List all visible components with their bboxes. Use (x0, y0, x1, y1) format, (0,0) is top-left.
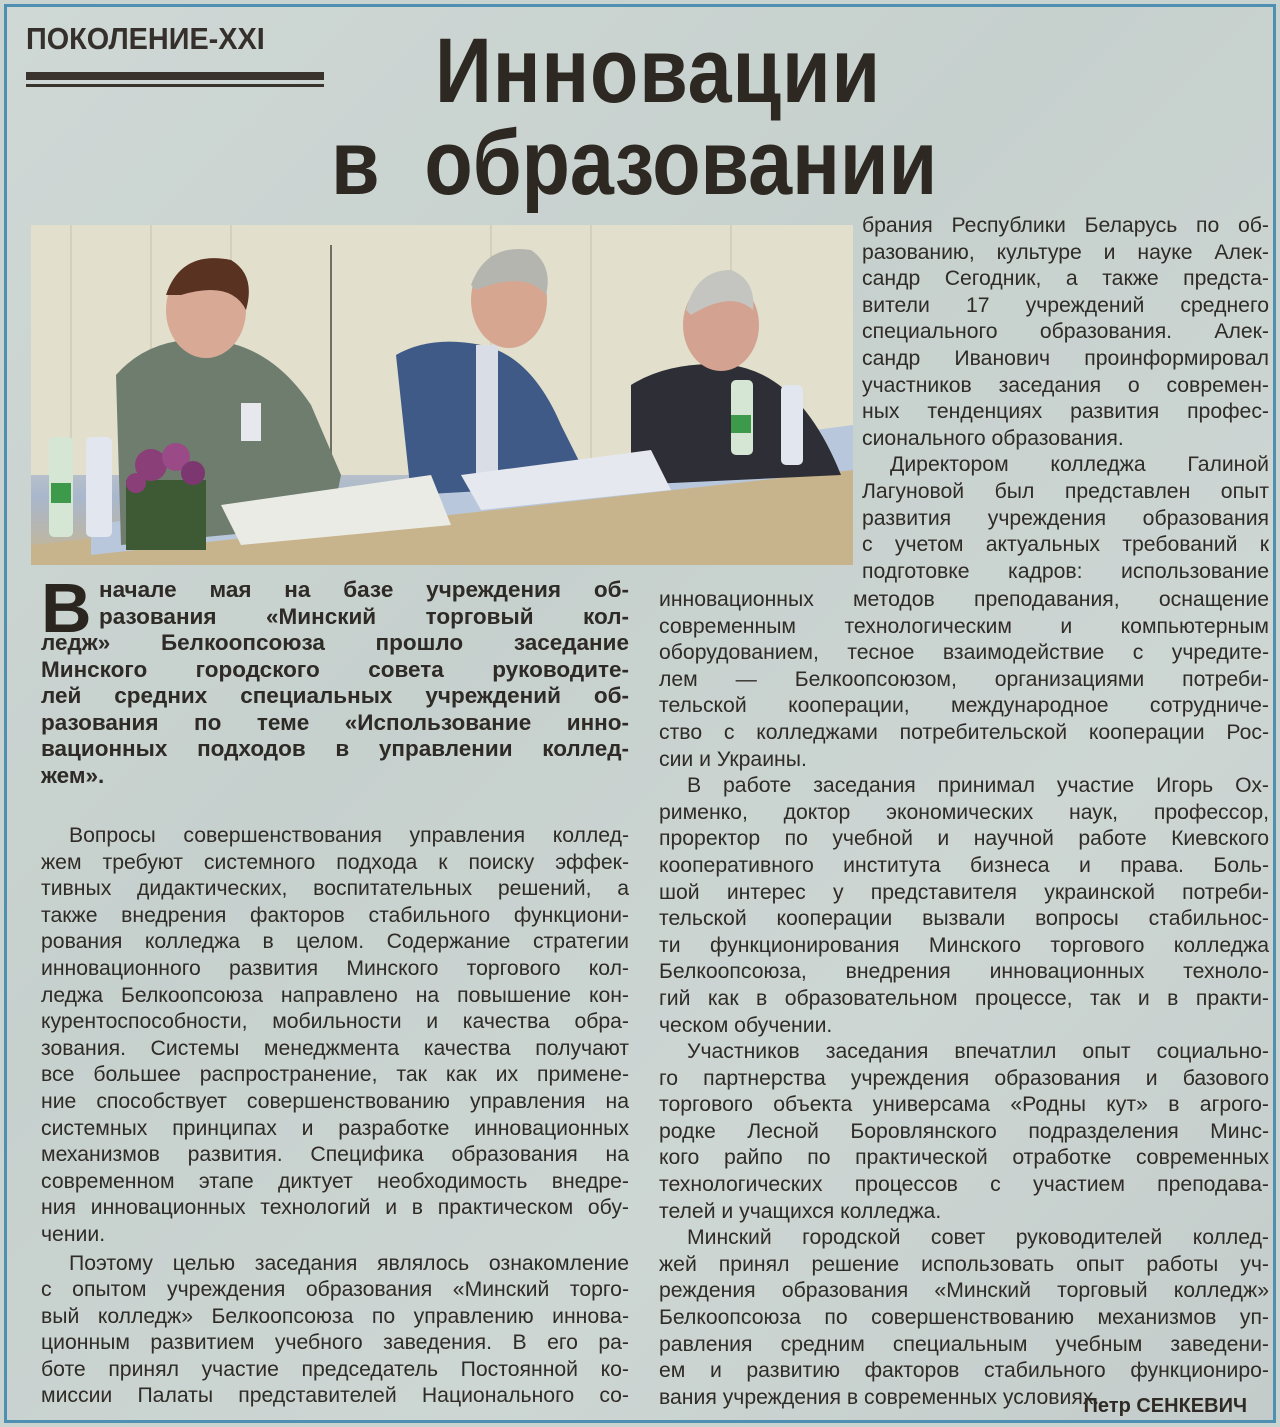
text-line: ство с колледжами потребительской кооперации Рос- (659, 720, 1269, 744)
right-top-column (862, 213, 1269, 585)
text-line: ния инновационных технологий и в практическом обу- (41, 1196, 629, 1220)
text-line: зования. Системы менеджмента качества получают (41, 1036, 629, 1060)
headline-line-1: Инновации (435, 20, 882, 122)
text-line: сандр Сегодник, а также предста- (862, 267, 1269, 291)
text-line: телей и учащихся колледжа. (659, 1199, 942, 1223)
text-line: Участников заседания впечатлил опыт социально- (687, 1040, 1269, 1064)
text-line: вители 17 учреждений среднего (862, 293, 1269, 317)
text-line: ных тенденциях развития профес- (862, 400, 1269, 424)
headline-word-v: в (331, 112, 380, 214)
text-line: миссии Палаты представителей Национального со- (41, 1384, 629, 1408)
text-line: современным технологическим и компьютерным (659, 614, 1269, 638)
text-line: жей принял решение использовать опыт работы уч- (659, 1252, 1269, 1276)
text-line: кого райпо по практической отработке современных (659, 1146, 1269, 1170)
paragraph (41, 1251, 629, 1411)
text-line: Поэтому целью заседания являлось ознакомление (69, 1251, 629, 1275)
rubric-underline (26, 72, 324, 86)
text-line: с учетом актуальных требований к (862, 533, 1269, 557)
text-line: инновационных методов преподавания, оснащение (659, 588, 1269, 611)
text-line: участников заседания о современ- (862, 373, 1269, 397)
text-line: разованию, культуре и науке Алек- (862, 240, 1269, 264)
text-line: Минского городского совета руководите- (41, 656, 629, 682)
text-line: го партнерства учреждения образования и базового (659, 1066, 1269, 1090)
article-lead (41, 569, 629, 789)
text-line: шой интерес у представителя украинской потреби- (659, 880, 1269, 904)
text-line: торгового объекта универсама «Родны кут» в агрого- (659, 1093, 1269, 1117)
text-line: реждения образования «Минский торговый колледж» (659, 1279, 1269, 1303)
text-line: Белкоопсоюза, внедрения инновационных техноло- (659, 960, 1269, 984)
text-line: чении. (41, 1222, 106, 1246)
newspaper-clipping (4, 4, 1276, 1423)
text-line: развития учреждения образования (862, 506, 1269, 530)
text-line: инновационного развития Минского торгового кол- (41, 956, 629, 980)
text-line: курентоспособности, мобильности и качества обра- (41, 1010, 629, 1034)
text-line: специального образования. Алек- (862, 320, 1269, 344)
text-line: родке Лесной Боровлянского подразделения Минс- (659, 1119, 1269, 1143)
text-line: начале мая на базе учреждения об- (99, 577, 629, 602)
author-byline: Петр СЕНКЕВИЧ (1083, 1395, 1247, 1417)
text-line: жем». (41, 762, 105, 788)
text-line: Лагуновой был представлен опыт (862, 479, 1269, 503)
article-photo (31, 225, 853, 565)
text-line: проректор по учебной и научной работе Киевского (659, 827, 1269, 851)
text-line: сандр Иванович проинформировал (862, 346, 1269, 370)
text-line: сионального образования. (862, 426, 1124, 450)
right-column (659, 587, 1269, 1411)
paragraph (659, 773, 1269, 1039)
text-line: ческом обучении. (659, 1013, 833, 1037)
paragraph (659, 587, 1269, 773)
headline-word-obrazovanii: образовании (424, 112, 938, 214)
text-line: гий как в образовательном процессе, так и в практи- (659, 986, 1269, 1010)
text-line: вания учреждения в современных условиях. (659, 1385, 1100, 1409)
text-line: механизмов развития. Специфика образования на (41, 1143, 629, 1167)
text-line: вый колледж» Белкоопсоюза по управлению иннова- (41, 1304, 629, 1328)
text-line: современном этапе диктует необходимость внедре- (41, 1169, 629, 1193)
text-line: также внедрения факторов стабильного функциони- (41, 903, 629, 927)
paragraph (659, 1039, 1269, 1225)
text-line: Директором колледжа Галиной (890, 453, 1269, 477)
paragraph (41, 823, 629, 1249)
text-line: ционным развитием учебного заведения. В его ра- (41, 1331, 629, 1355)
left-column (41, 823, 629, 1410)
text-line: В работе заседания принимал участие Игорь Ох- (687, 774, 1269, 798)
text-line: жем требуют системного подхода к поиску эффек- (41, 850, 629, 874)
text-line: Минский городской совет руководителей коллед- (687, 1226, 1269, 1250)
section-rubric: ПОКОЛЕНИЕ-XXI (26, 21, 265, 56)
text-line: разования «Минский торговый кол- (99, 603, 629, 629)
text-line: сии и Украины. (659, 747, 807, 771)
text-line: оборудованием, тесное взаимодействие с учредите- (659, 641, 1269, 665)
text-line: технологических процессов с участием преподава- (659, 1173, 1269, 1197)
text-line: кооперативного института бизнеса и права. Боль- (659, 853, 1269, 877)
text-line: с опытом учреждения образования «Минский торго- (41, 1278, 629, 1302)
drop-cap: В (41, 569, 92, 647)
text-line: равления средним специальным учебным заведени- (659, 1332, 1269, 1356)
text-line: подготовке кадров: использование (862, 559, 1269, 583)
text-line: тельской кооперации вызвали вопросы стабильнос- (659, 907, 1269, 931)
photo-illustration (31, 225, 853, 565)
text-line: ем и развитию факторов стабильного функциониро- (659, 1359, 1269, 1383)
paragraph (862, 452, 1269, 585)
text-line: рования колледжа в целом. Содержание стратегии (41, 930, 629, 954)
text-line: ледж» Белкоопсоюза прошло заседание (41, 630, 629, 655)
text-line: рименко, доктор экономических наук, профессор, (659, 800, 1269, 824)
text-line: брания Республики Беларусь по об- (862, 214, 1269, 237)
text-line: лей средних специальных учреждений об- (41, 683, 629, 708)
text-line: ние способствует совершенствованию управления на (41, 1089, 629, 1113)
text-line: ти функционирования Минского торгового колледжа (659, 933, 1269, 957)
text-line: боте принял участие председатель Постоянной ко- (41, 1357, 629, 1381)
text-line: все большее распространение, так как их примене- (41, 1063, 629, 1087)
text-line: тельской кооперации, международное сотрудниче- (659, 694, 1269, 718)
paragraph (659, 1225, 1269, 1411)
text-line: леджа Белкоопсоюза направлено на повышение кон- (41, 983, 629, 1007)
text-line: вационных подходов в управлении коллед- (41, 736, 629, 761)
headline-line-2 (331, 113, 937, 213)
text-line: тивных дидактических, воспитательных решений, а (41, 877, 629, 901)
text-line: лем — Белкоопсоюзом, организациями потреби- (659, 667, 1269, 691)
text-line: системных принципах и разработке инновационных (41, 1116, 629, 1140)
text-line: Вопросы совершенствования управления коллед- (69, 824, 629, 847)
text-line: разования по теме «Использование инно- (41, 709, 629, 735)
text-line: Белкоопсоюза по совершенствованию механизмов уп- (659, 1306, 1269, 1330)
paragraph (862, 213, 1269, 452)
